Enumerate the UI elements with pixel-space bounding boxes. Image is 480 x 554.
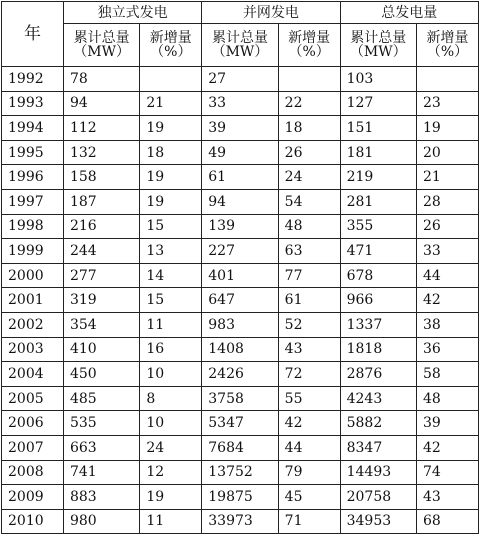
table-row bbox=[2, 214, 479, 239]
standalone-cumulative-cell: 663 bbox=[63, 435, 139, 460]
total-cumulative-cell: 14493 bbox=[340, 460, 416, 485]
grid-cumulative-cell: 94 bbox=[202, 189, 278, 214]
grid-cumulative-cell: 7684 bbox=[202, 435, 278, 460]
standalone-generation-header: 独立式发电 bbox=[63, 2, 201, 24]
table-row bbox=[2, 411, 479, 436]
grid-growth-cell: 52 bbox=[278, 312, 340, 337]
grid-cumulative-cell: 61 bbox=[202, 165, 278, 190]
grid-growth-cell: 63 bbox=[278, 239, 340, 264]
year-cell: 2001 bbox=[2, 288, 64, 313]
total-cumulative-cell: 181 bbox=[340, 140, 416, 165]
standalone-cumulative-cell: 94 bbox=[63, 91, 139, 116]
standalone-growth-cell: 15 bbox=[140, 214, 202, 239]
total-growth-cell: 74 bbox=[416, 460, 478, 485]
table-row bbox=[2, 263, 479, 288]
cumulative-label: 累计总量 bbox=[211, 30, 268, 46]
standalone-growth-cell: 10 bbox=[140, 411, 202, 436]
grid-cumulative-cell: 33 bbox=[202, 91, 278, 116]
total-cumulative-cell: 8347 bbox=[340, 435, 416, 460]
year-cell: 2004 bbox=[2, 362, 64, 387]
year-cell: 2009 bbox=[2, 485, 64, 510]
table-row bbox=[2, 362, 479, 387]
growth-label: 新增量 bbox=[426, 30, 469, 46]
table-row bbox=[2, 288, 479, 313]
year-cell: 1996 bbox=[2, 165, 64, 190]
grid-connected-generation-header: 并网发电 bbox=[202, 2, 340, 24]
total-growth-cell: 42 bbox=[416, 288, 478, 313]
standalone-cumulative-cell: 244 bbox=[63, 239, 139, 264]
total-growth-header bbox=[416, 24, 478, 67]
grid-growth-cell: 79 bbox=[278, 460, 340, 485]
total-cumulative-cell: 1337 bbox=[340, 312, 416, 337]
total-growth-cell bbox=[416, 67, 478, 92]
cumulative-label: 累计总量 bbox=[73, 30, 130, 46]
total-cumulative-cell: 5882 bbox=[340, 411, 416, 436]
standalone-cumulative-cell: 485 bbox=[63, 386, 139, 411]
total-cumulative-cell: 678 bbox=[340, 263, 416, 288]
unit-label: （MW） bbox=[349, 44, 407, 60]
total-growth-cell: 43 bbox=[416, 485, 478, 510]
table-row bbox=[2, 460, 479, 485]
unit-label: （%） bbox=[426, 44, 469, 60]
standalone-growth-cell: 13 bbox=[140, 239, 202, 264]
standalone-growth-cell: 19 bbox=[140, 189, 202, 214]
standalone-cumulative-cell: 319 bbox=[63, 288, 139, 313]
standalone-growth-cell: 19 bbox=[140, 116, 202, 141]
grid-growth-cell: 24 bbox=[278, 165, 340, 190]
table-row bbox=[2, 509, 479, 534]
total-growth-cell: 28 bbox=[416, 189, 478, 214]
year-cell: 2005 bbox=[2, 386, 64, 411]
grid-growth-cell: 42 bbox=[278, 411, 340, 436]
standalone-cumulative-cell: 883 bbox=[63, 485, 139, 510]
total-growth-cell: 48 bbox=[416, 386, 478, 411]
total-cumulative-cell: 966 bbox=[340, 288, 416, 313]
grid-growth-cell: 43 bbox=[278, 337, 340, 362]
standalone-growth-cell: 12 bbox=[140, 460, 202, 485]
table-row bbox=[2, 91, 479, 116]
grid-cumulative-cell: 3758 bbox=[202, 386, 278, 411]
total-cumulative-cell: 127 bbox=[340, 91, 416, 116]
year-cell: 2003 bbox=[2, 337, 64, 362]
total-growth-cell: 39 bbox=[416, 411, 478, 436]
year-cell: 2006 bbox=[2, 411, 64, 436]
year-cell: 1999 bbox=[2, 239, 64, 264]
standalone-cumulative-cell: 980 bbox=[63, 509, 139, 534]
growth-label: 新增量 bbox=[288, 30, 331, 46]
grid-cumulative-cell: 1408 bbox=[202, 337, 278, 362]
grid-cumulative-cell: 19875 bbox=[202, 485, 278, 510]
total-growth-cell: 44 bbox=[416, 263, 478, 288]
table-row bbox=[2, 485, 479, 510]
grid-growth-cell: 54 bbox=[278, 189, 340, 214]
grid-cumulative-cell: 401 bbox=[202, 263, 278, 288]
grid-cumulative-cell: 33973 bbox=[202, 509, 278, 534]
year-cell: 1998 bbox=[2, 214, 64, 239]
year-cell: 2002 bbox=[2, 312, 64, 337]
standalone-growth-cell: 14 bbox=[140, 263, 202, 288]
standalone-cumulative-cell: 187 bbox=[63, 189, 139, 214]
grid-cumulative-cell: 39 bbox=[202, 116, 278, 141]
cumulative-label: 累计总量 bbox=[350, 30, 407, 46]
table-row bbox=[2, 116, 479, 141]
grid-growth-cell: 45 bbox=[278, 485, 340, 510]
total-growth-cell: 21 bbox=[416, 165, 478, 190]
grid-cumulative-cell: 13752 bbox=[202, 460, 278, 485]
standalone-cumulative-cell: 450 bbox=[63, 362, 139, 387]
standalone-growth-cell: 15 bbox=[140, 288, 202, 313]
total-cumulative-cell: 219 bbox=[340, 165, 416, 190]
grid-cumulative-cell: 2426 bbox=[202, 362, 278, 387]
table-row bbox=[2, 67, 479, 92]
standalone-growth-cell bbox=[140, 67, 202, 92]
standalone-cumulative-cell: 535 bbox=[63, 411, 139, 436]
total-cumulative-cell: 151 bbox=[340, 116, 416, 141]
grid-growth-header bbox=[278, 24, 340, 67]
growth-label: 新增量 bbox=[149, 30, 192, 46]
grid-cumulative-cell: 227 bbox=[202, 239, 278, 264]
grid-growth-cell: 55 bbox=[278, 386, 340, 411]
grid-growth-cell: 71 bbox=[278, 509, 340, 534]
grid-growth-cell: 22 bbox=[278, 91, 340, 116]
standalone-cumulative-cell: 78 bbox=[63, 67, 139, 92]
standalone-growth-cell: 18 bbox=[140, 140, 202, 165]
total-growth-cell: 68 bbox=[416, 509, 478, 534]
year-cell: 1992 bbox=[2, 67, 64, 92]
total-growth-cell: 26 bbox=[416, 214, 478, 239]
standalone-growth-cell: 21 bbox=[140, 91, 202, 116]
total-growth-cell: 36 bbox=[416, 337, 478, 362]
grid-cumulative-cell: 139 bbox=[202, 214, 278, 239]
year-cell: 1993 bbox=[2, 91, 64, 116]
standalone-growth-cell: 19 bbox=[140, 485, 202, 510]
total-cumulative-cell: 20758 bbox=[340, 485, 416, 510]
table-row bbox=[2, 189, 479, 214]
year-cell: 2007 bbox=[2, 435, 64, 460]
standalone-growth-cell: 16 bbox=[140, 337, 202, 362]
year-cell: 2008 bbox=[2, 460, 64, 485]
grid-cumulative-cell: 647 bbox=[202, 288, 278, 313]
total-cumulative-cell: 4243 bbox=[340, 386, 416, 411]
standalone-growth-cell: 8 bbox=[140, 386, 202, 411]
table-row bbox=[2, 239, 479, 264]
table-row bbox=[2, 140, 479, 165]
grid-growth-cell bbox=[278, 67, 340, 92]
grid-cumulative-cell: 983 bbox=[202, 312, 278, 337]
standalone-cumulative-cell: 158 bbox=[63, 165, 139, 190]
standalone-growth-cell: 19 bbox=[140, 165, 202, 190]
grid-cumulative-cell: 5347 bbox=[202, 411, 278, 436]
standalone-cumulative-cell: 277 bbox=[63, 263, 139, 288]
year-header: 年 bbox=[2, 2, 64, 67]
year-cell: 1994 bbox=[2, 116, 64, 141]
total-growth-cell: 38 bbox=[416, 312, 478, 337]
total-generation-header: 总发电量 bbox=[340, 2, 478, 24]
year-cell: 1997 bbox=[2, 189, 64, 214]
year-cell: 2010 bbox=[2, 509, 64, 534]
standalone-cumulative-cell: 741 bbox=[63, 460, 139, 485]
total-growth-cell: 23 bbox=[416, 91, 478, 116]
total-cumulative-cell: 1818 bbox=[340, 337, 416, 362]
grid-growth-cell: 72 bbox=[278, 362, 340, 387]
total-cumulative-cell: 281 bbox=[340, 189, 416, 214]
total-growth-cell: 58 bbox=[416, 362, 478, 387]
total-cumulative-cell: 103 bbox=[340, 67, 416, 92]
total-growth-cell: 33 bbox=[416, 239, 478, 264]
standalone-cumulative-cell: 410 bbox=[63, 337, 139, 362]
total-growth-cell: 20 bbox=[416, 140, 478, 165]
total-cumulative-header bbox=[340, 24, 416, 67]
standalone-growth-cell: 24 bbox=[140, 435, 202, 460]
grid-cumulative-cell: 49 bbox=[202, 140, 278, 165]
table-body bbox=[2, 67, 479, 534]
table-row bbox=[2, 312, 479, 337]
standalone-cumulative-cell: 132 bbox=[63, 140, 139, 165]
table-row bbox=[2, 337, 479, 362]
total-growth-cell: 19 bbox=[416, 116, 478, 141]
standalone-growth-header bbox=[140, 24, 202, 67]
standalone-cumulative-header bbox=[63, 24, 139, 67]
standalone-growth-cell: 10 bbox=[140, 362, 202, 387]
grid-cumulative-header bbox=[202, 24, 278, 67]
grid-growth-cell: 61 bbox=[278, 288, 340, 313]
unit-label: （%） bbox=[150, 44, 192, 60]
unit-label: （MW） bbox=[211, 44, 269, 60]
total-cumulative-cell: 471 bbox=[340, 239, 416, 264]
grid-growth-cell: 18 bbox=[278, 116, 340, 141]
year-cell: 2000 bbox=[2, 263, 64, 288]
standalone-cumulative-cell: 216 bbox=[63, 214, 139, 239]
standalone-growth-cell: 11 bbox=[140, 312, 202, 337]
unit-label: （%） bbox=[288, 44, 330, 60]
standalone-cumulative-cell: 354 bbox=[63, 312, 139, 337]
unit-label: （MW） bbox=[73, 44, 130, 60]
standalone-cumulative-cell: 112 bbox=[63, 116, 139, 141]
grid-cumulative-cell: 27 bbox=[202, 67, 278, 92]
grid-growth-cell: 26 bbox=[278, 140, 340, 165]
year-cell: 1995 bbox=[2, 140, 64, 165]
grid-growth-cell: 48 bbox=[278, 214, 340, 239]
total-cumulative-cell: 355 bbox=[340, 214, 416, 239]
standalone-growth-cell: 11 bbox=[140, 509, 202, 534]
table-row bbox=[2, 165, 479, 190]
table-row bbox=[2, 386, 479, 411]
table-row bbox=[2, 435, 479, 460]
total-cumulative-cell: 34953 bbox=[340, 509, 416, 534]
pv-generation-table bbox=[1, 1, 479, 534]
total-cumulative-cell: 2876 bbox=[340, 362, 416, 387]
grid-growth-cell: 77 bbox=[278, 263, 340, 288]
total-growth-cell: 42 bbox=[416, 435, 478, 460]
grid-growth-cell: 44 bbox=[278, 435, 340, 460]
